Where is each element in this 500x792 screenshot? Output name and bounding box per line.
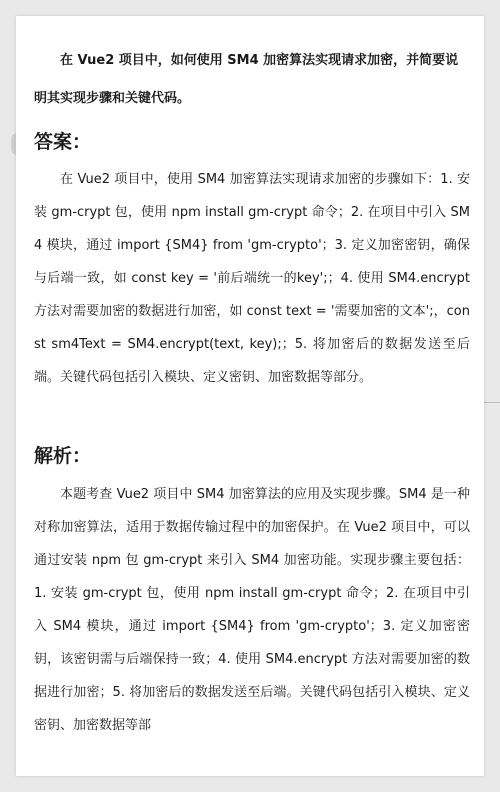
document-page	[16, 16, 484, 776]
answer-text: 在 Vue2 项目中，使用 SM4 加密算法实现请求加密的步骤如下：1. 安装 gm-crypt 包，使用 npm install gm-crypt 命令；2. 在项目中引入 SM4 模块，通过 import {SM4} from 'gm-crypto'；3. 定义加密密钥，确保与后端一致，如 const key = '前后端统一的key';；4. 使用 SM4.encrypt 方法对需要加密的数据进行加密，如 const text = '需要加密的文本';，const sm4Text = SM4.encrypt(text, key);；5. 将加密后的数据发送至后端。关键代码包括引入模块、定义密钥、加密数据等部分。	[34, 172, 470, 385]
page-edge-marker	[484, 402, 500, 403]
analysis-heading: 解析：	[34, 445, 92, 467]
answer-heading: 答案：	[34, 131, 92, 153]
analysis-text: 本题考查 Vue2 项目中 SM4 加密算法的应用及实现步骤。SM4 是一种对称加密算法，适用于数据传输过程中的加密保护。在 Vue2 项目中，可以通过安装 npm 包 gm-crypt 来引入 SM4 加密功能。实现步骤主要包括：1. 安装 gm-crypt 包，使用 npm install gm-crypt 命令；2. 在项目中引入 SM4 模块，通过 import {SM4} from 'gm-crypto'；3. 定义加密密钥，该密钥需与后端保持一致；4. 使用 SM4.encrypt 方法对需要加密的数据进行加密；5. 将加密后的数据发送至后端。关键代码包括引入模块、定义密钥、加密数据等部	[34, 487, 470, 733]
question-text: 在 Vue2 项目中，如何使用 SM4 加密算法实现请求加密，并简要说明其实现步骤和关键代码。	[34, 53, 459, 106]
